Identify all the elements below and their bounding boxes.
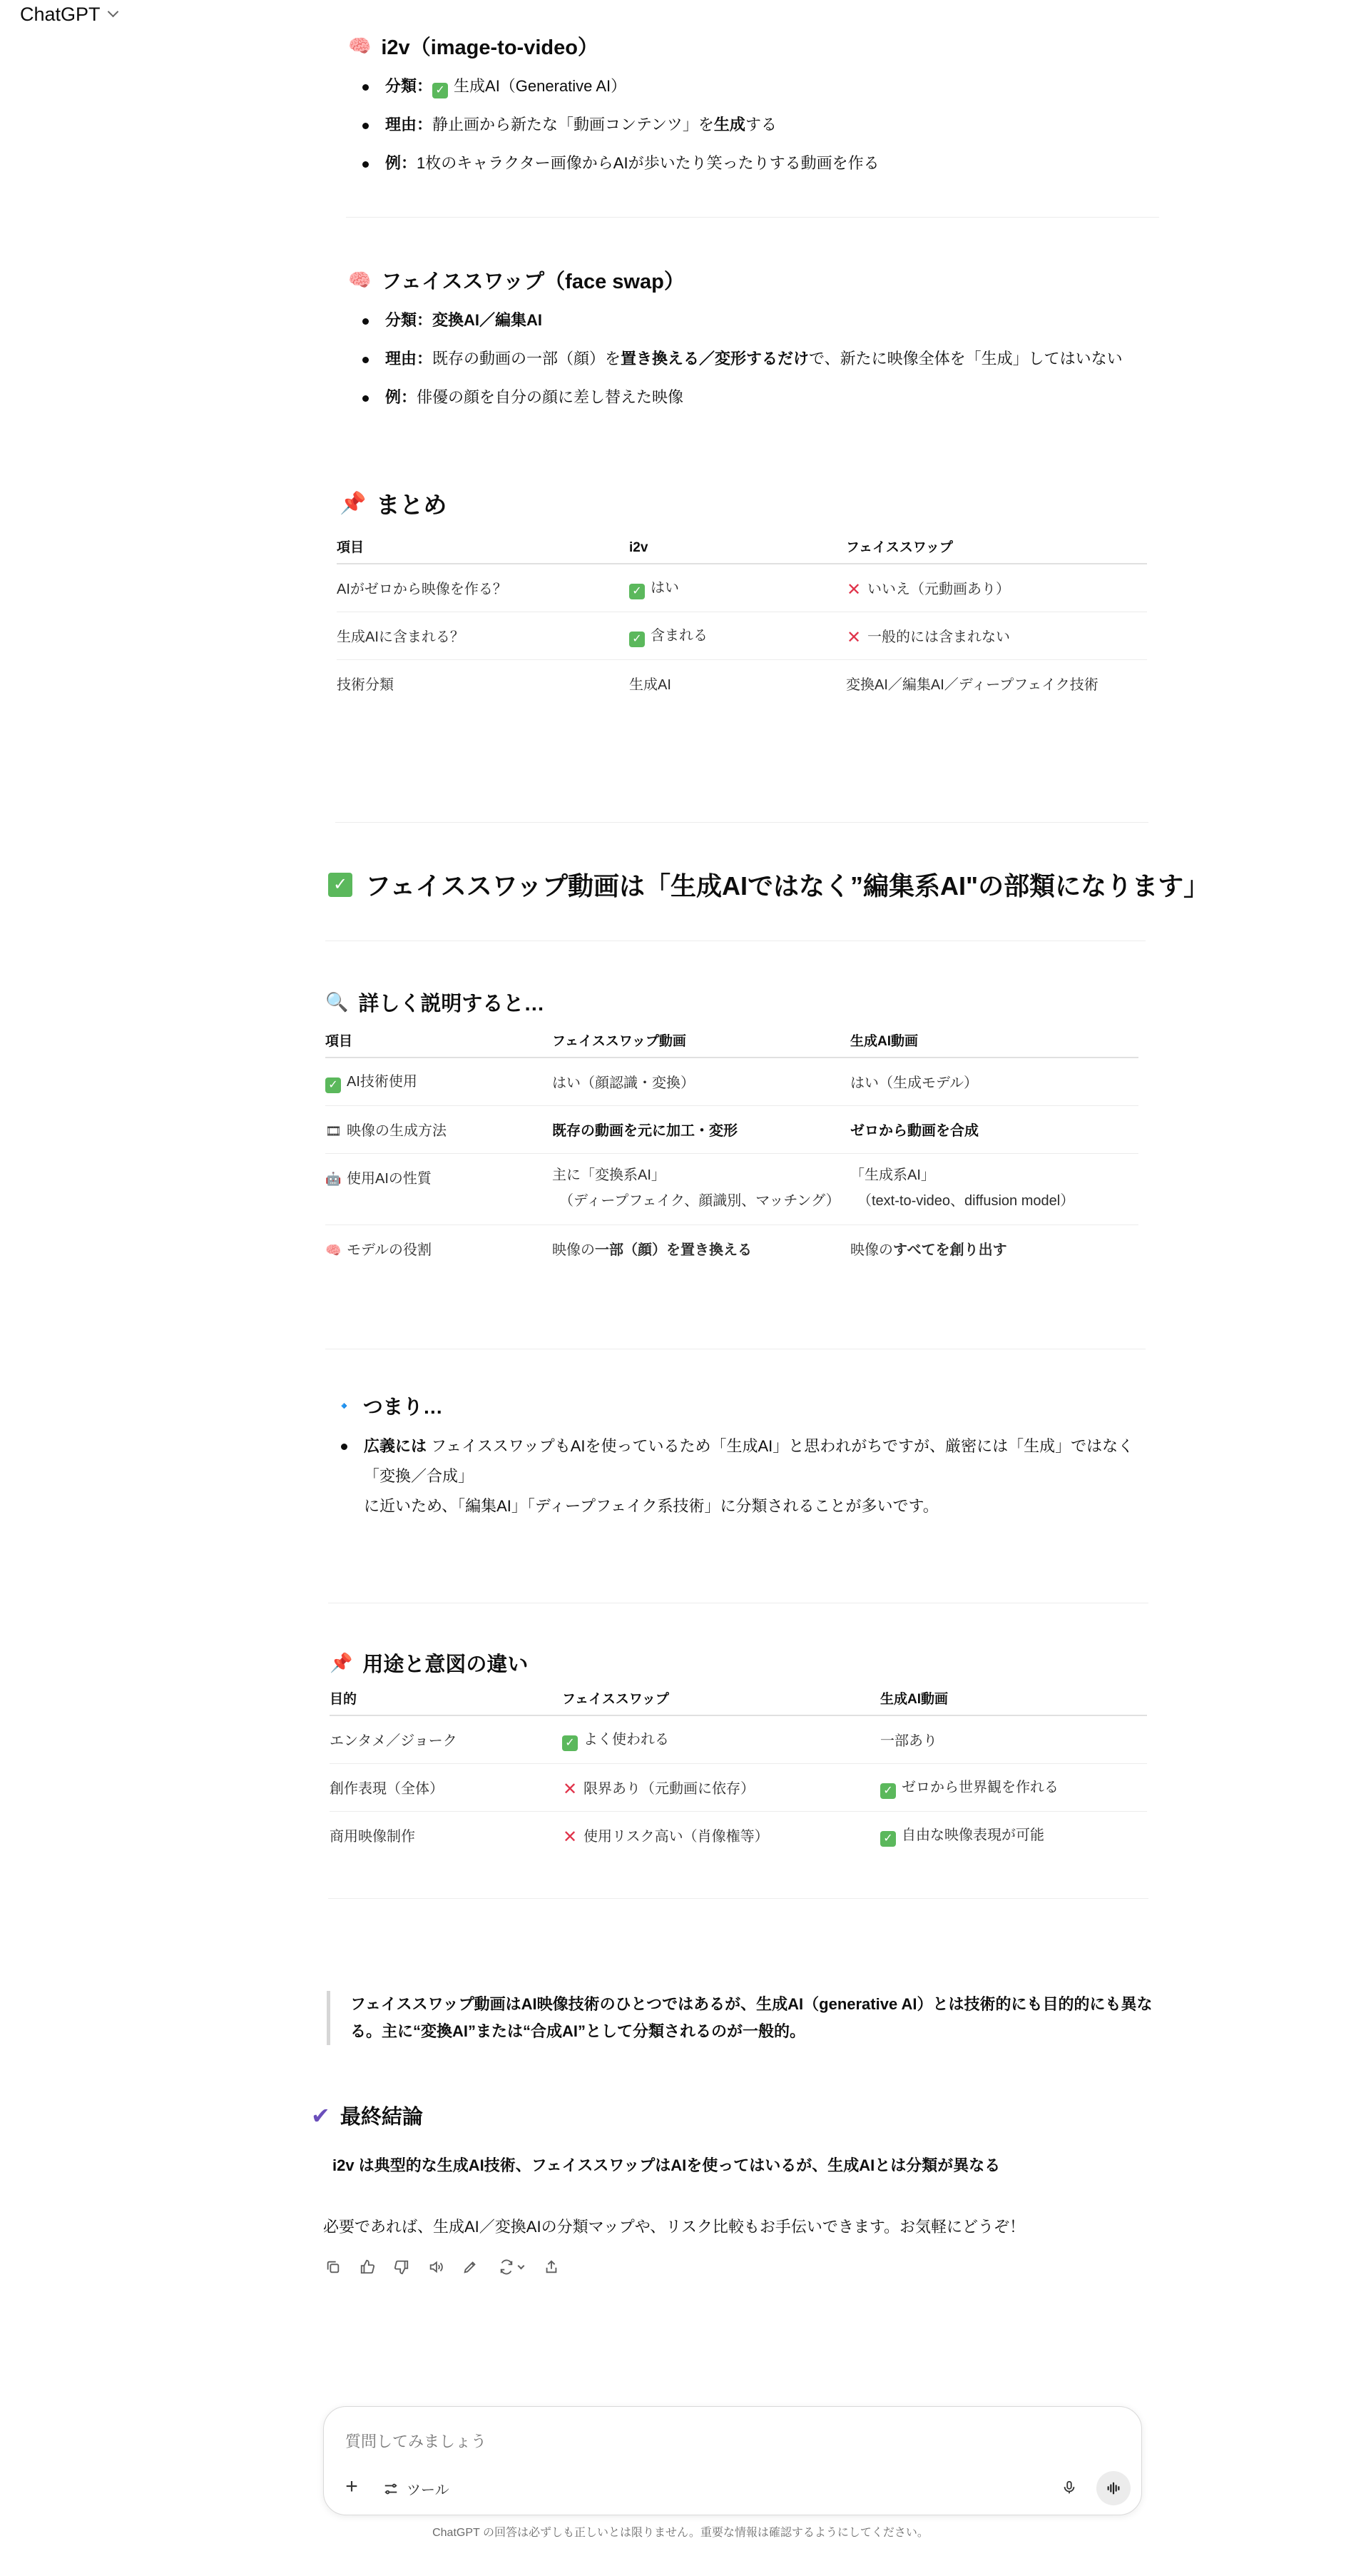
- section-heading-i2v: [348, 31, 598, 61]
- list-item: 例：1枚のキャラクター画像からAIが歩いたり笑ったりする動画を作る: [357, 144, 1213, 183]
- section-heading-faceswap: [348, 265, 685, 295]
- column-header: i2v: [629, 535, 846, 564]
- summary-table: [337, 535, 1147, 707]
- copy-icon[interactable]: [324, 2258, 342, 2276]
- table-header-row: [337, 535, 1147, 564]
- divider: [328, 1898, 1148, 1899]
- section-heading-details: [325, 988, 544, 1017]
- divider: [346, 217, 1159, 218]
- cross-icon: ✕: [562, 1780, 578, 1799]
- column-header: 項目: [337, 535, 629, 564]
- divider: [325, 940, 1146, 941]
- column-header: フェイススワップ動画: [552, 1029, 850, 1058]
- edit-icon[interactable]: [461, 2258, 479, 2276]
- check-icon: ✓: [629, 632, 645, 647]
- list-item: 分類： ✓ 生成AI（Generative AI）: [357, 67, 1213, 106]
- tools-button[interactable]: [382, 2478, 449, 2499]
- check-icon: ✓: [325, 1077, 341, 1093]
- bullet-dot: [341, 1444, 347, 1450]
- microphone-icon[interactable]: [1057, 2475, 1081, 2500]
- heading-text: まとめ: [376, 492, 447, 518]
- message-actions: [324, 2258, 561, 2276]
- heading-text: i2v（image-to-video）: [381, 36, 598, 59]
- brain-icon: 🧠: [325, 1243, 342, 1258]
- heading-text: 詳しく説明すると…: [358, 993, 545, 1015]
- table-header-row: [330, 1687, 1147, 1715]
- check-icon: ✓: [629, 584, 645, 599]
- cross-icon: ✕: [846, 628, 862, 647]
- blockquote: フェイススワップ動画はAI映像技術のひとつではあるが、生成AI（generative AI）とは技術的にも目的的にも異な る。主に“変換AI”または“合成AI”として分類されるのが一般的。: [327, 1991, 1154, 2045]
- table-row: 商用映像制作 ✕ 使用リスク高い（肖像権等） ✓ 自由な映像表現が可能: [330, 1827, 1044, 1847]
- disclaimer-text: ChatGPT の回答は必ずしも正しいとは限りません。重要な情報は確認するようにしてください。: [432, 2527, 929, 2539]
- prompt-input[interactable]: [345, 2433, 987, 2451]
- voice-mode-button[interactable]: [1096, 2471, 1131, 2505]
- table-row: ✓ AI技術使用 はい（顔認識・変換） はい（生成モデル）: [325, 1058, 1138, 1105]
- diamond-icon: 🔹: [335, 1398, 353, 1414]
- pin-icon: 📌: [330, 1652, 353, 1673]
- check-icon: ✓: [432, 83, 448, 98]
- tools-label: ツール: [407, 2483, 449, 2498]
- column-header: 項目: [325, 1029, 552, 1058]
- plus-icon[interactable]: +: [345, 2475, 358, 2498]
- i2v-bullets: [357, 67, 1213, 183]
- heading-text: つまり…: [362, 1396, 443, 1418]
- thumbs-up-icon[interactable]: [358, 2258, 377, 2276]
- purpose-table: [330, 1687, 1147, 1859]
- heading-text: フェイススワップ（face swap）: [381, 270, 685, 293]
- tsumari-paragraph: 広義には フェイススワップもAIを使っているため「生成AI」と思われがちですが、厳密には「生成」ではなく「変換／合成」 に近いため、「編集AI」「ディープフェイク系技術」に分類されることが多いです。: [341, 1431, 1154, 1521]
- section-heading-summary: [340, 487, 447, 520]
- check-icon: ✓: [328, 873, 352, 897]
- details-table: [325, 1029, 1138, 1272]
- column-header: 目的: [330, 1687, 562, 1715]
- waveform-icon: [1105, 2480, 1122, 2496]
- conclusion-heading: [328, 866, 1209, 903]
- regenerate-icon[interactable]: [495, 2258, 526, 2276]
- brain-icon: 🧠: [348, 269, 372, 290]
- list-item: 理由：既存の動画の一部（顔）を置き換える／変形するだけで、新たに映像全体を「生成」してはいない: [357, 340, 1213, 378]
- table-header-row: [325, 1029, 1138, 1058]
- check-icon: ✓: [880, 1783, 896, 1799]
- check-icon: ✓: [880, 1831, 896, 1847]
- table-row: 技術分類 生成AI 変換AI／編集AI／ディープフェイク技術: [337, 677, 1099, 694]
- section-heading-final: [311, 2101, 423, 2130]
- table-row: 🧠 モデルの役割 映像の一部（顔）を置き換える 映像のすべてを創り出す: [325, 1242, 1007, 1259]
- model-selector[interactable]: [0, 0, 117, 29]
- share-icon[interactable]: [542, 2258, 561, 2276]
- heading-text: 用途と意図の違い: [362, 1653, 529, 1676]
- cross-icon: ✕: [562, 1827, 578, 1847]
- table-row: エンタメ／ジョーク ✓ よく使われる 一部あり: [330, 1715, 1147, 1763]
- list-item: 分類：変換AI／編集AI: [357, 301, 1213, 340]
- list-item: 理由：静止画から新たな「動画コンテンツ」を生成する: [357, 106, 1213, 144]
- chevron-down-icon: [517, 2262, 524, 2269]
- heading-text: 最終結論: [340, 2106, 423, 2129]
- column-header: フェイススワップ: [562, 1687, 880, 1715]
- table-row: 生成AIに含まれる？ ✓ 含まれる ✕ 一般的には含まれない: [337, 612, 1147, 659]
- pin-icon: 📌: [340, 492, 367, 515]
- sliders-icon: [382, 2481, 399, 2497]
- list-item: 例：俳優の顔を自分の顔に差し替えた映像: [357, 378, 1213, 417]
- read-aloud-icon[interactable]: [427, 2258, 445, 2276]
- heading-text: フェイススワップ動画は「生成AIではなく”編集系AI"の部類になります」: [365, 871, 1210, 901]
- section-heading-purpose: [330, 1648, 528, 1678]
- column-header: 生成AI動画: [850, 1029, 1138, 1058]
- check-icon: ✓: [562, 1735, 578, 1751]
- closing-text: 必要であれば、生成AI／変換AIの分類マップや、リスク比較もお手伝いできます。お気軽にどうぞ！: [323, 2218, 1026, 2236]
- column-header: 生成AI動画: [880, 1687, 1147, 1715]
- column-header: フェイススワップ: [846, 535, 1147, 564]
- faceswap-bullets: [357, 301, 1213, 417]
- message-composer: [323, 2406, 1142, 2515]
- app-title: ChatGPT: [20, 3, 101, 25]
- chevron-down-icon: [107, 6, 118, 17]
- table-row: 🤖 使用AIの性質 主に「変換系AI」 （ディープフェイク、顔識別、マッチング） 「生成系AI」 （text-to-video、diffusion model）: [325, 1153, 1138, 1224]
- section-heading-tsumari: [335, 1391, 443, 1420]
- divider: [335, 822, 1148, 823]
- brain-icon: 🧠: [348, 35, 372, 56]
- table-row: AIがゼロから映像を作る？ ✓ はい ✕ いいえ（元動画あり）: [337, 564, 1147, 612]
- magnifier-icon: 🔍: [325, 991, 349, 1013]
- checkmark-icon: ✔: [311, 2102, 330, 2129]
- table-row: 創作表現（全体） ✕ 限界あり（元動画に依存） ✓ ゼロから世界観を作れる: [330, 1763, 1147, 1811]
- final-conclusion-text: i2v は典型的な生成AI技術、フェイススワップはAIを使ってはいるが、生成AIとは分類が異なる: [332, 2156, 1001, 2174]
- cross-icon: ✕: [846, 580, 862, 600]
- robot-icon: 🤖: [325, 1171, 342, 1186]
- table-row: 🎞 映像の生成方法 既存の動画を元に加工・変形 ゼロから動画を合成: [325, 1105, 1138, 1153]
- film-icon: 🎞: [325, 1124, 342, 1138]
- thumbs-down-icon[interactable]: [392, 2258, 411, 2276]
